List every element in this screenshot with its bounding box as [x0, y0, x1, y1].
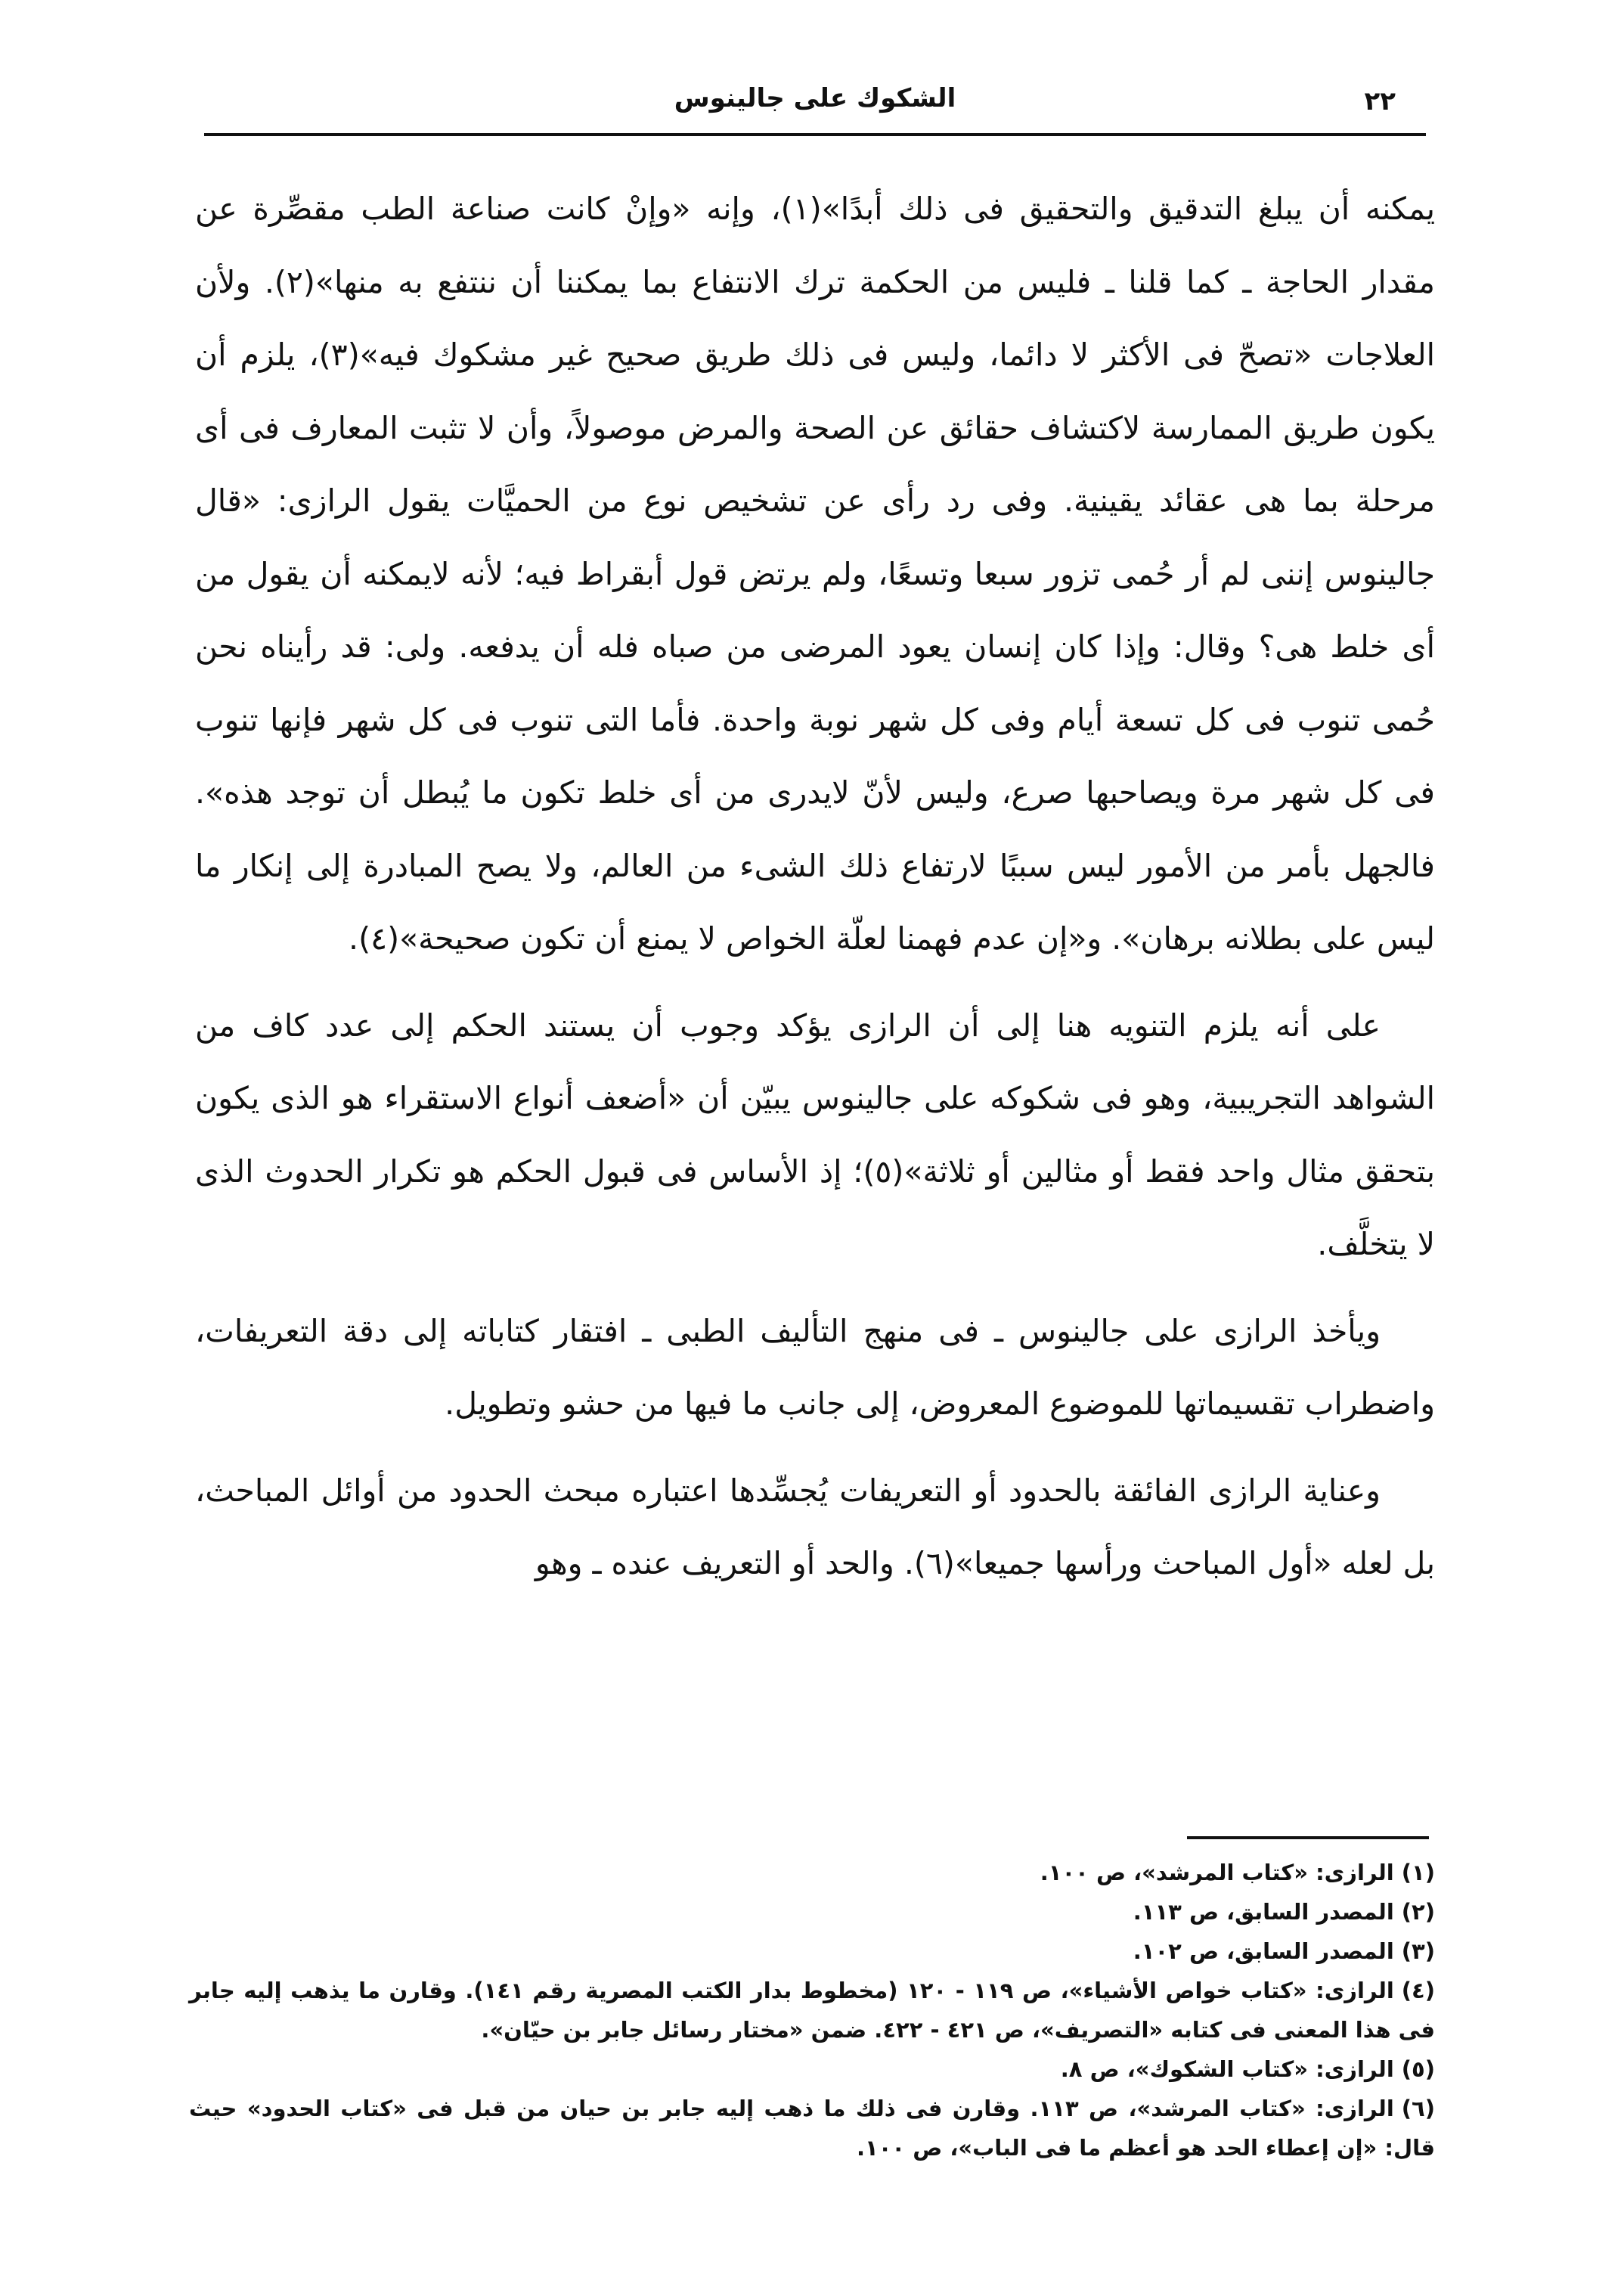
- footnote-number: (٥): [1401, 2056, 1435, 2082]
- footnote-number: (٤): [1401, 1978, 1436, 2003]
- page-header: [204, 73, 1426, 136]
- footnotes: [189, 1853, 1435, 2167]
- footnote-number: (٣): [1401, 1938, 1435, 1964]
- footnote-text: الرازى: «كتاب خواص الأشياء»، ص ١١٩ - ١٢٠ (مخطوط بدار الكتب المصرية رقم ١٤١). وقارن ما يذهب إليه جابر فى هذا المعنى فى كتابه «التصريف»، ص ٤٢١ - ٤٢٢. ضمن «مختار رسائل جابر بن حيّان».: [189, 1978, 1435, 2043]
- running-title: الشكوك على جالينوس: [674, 83, 956, 113]
- footnote-text: الرازى: «كتاب المرشد»، ص ١١٣. وقارن فى ذلك ما ذهب إليه جابر بن حيان من قبل فى «كتاب الحدود» حيث قال: «إن إعطاء الحد هو أعظم ما فى الباب»، ص ١٠٠.: [189, 2096, 1435, 2161]
- footnote-separator: [1187, 1836, 1429, 1839]
- footnote-3: [189, 1932, 1435, 1971]
- footnote-4: [189, 1971, 1435, 2049]
- paragraph-1: يمكنه أن يبلغ التدقيق والتحقيق فى ذلك أبدًا»(١)، وإنه «وإنْ كانت صناعة الطب مقصِّرة عن مقدار الحاجة ـ كما قلنا ـ فليس من الحكمة ترك الانتفاع بما يمكننا أن ننتفع به منها»(٢). ولأن العلاجات «تصحّ فى الأكثر لا دائما، وليس فى ذلك طريق صحيح غير مشكوك فيه»(٣)، يلزم أن يكون طريق الممارسة لاكتشاف حقائق عن الصحة والمرض موصولاً، وأن لا تثبت المعارف فى أى مرحلة بما هى عقائد يقينية. وفى رد رأى عن تشخيص نوع من الحميَّات يقول الرازى: «قال جالينوس إننى لم أر حُمى تزور سبعا وتسعًا، ولم يرتض قول أبقراط فيه؛ لأنه لايمكنه أن يقول من أى خلط هى؟ وقال: وإذا كان إنسان يعود المرضى من صباه فله أن يدفعه. ولى: قد رأيناه نحن حُمى تنوب فى كل تسعة أيام وفى كل شهر نوبة واحدة. فأما التى تنوب فى كل شهر فإنها تنوب فى كل شهر مرة ويصاحبها صرع، وليس لأنّ لايدرى من أى خلط تكون ما يُبطل أن توجد هذه». فالجهل بأمر من الأمور ليس سببًا لارتفاع ذلك الشىء من العالم، ولا يصح المبادرة إلى إنكار ما ليس على بطلانه برهان». و«إن عدم فهمنا لعلّة الخواص لا يمنع أن تكون صحيحة»(٤).: [195, 191, 1436, 957]
- footnote-text: المصدر السابق، ص ١٠٢.: [1133, 1938, 1394, 1964]
- footnote-number: (٦): [1401, 2096, 1436, 2121]
- footnote-number: (٢): [1401, 1899, 1435, 1925]
- paragraph-4: وعناية الرازى الفائقة بالحدود أو التعريفات يُجسِّدها اعتباره مبحث الحدود من أوائل المباحث، بل لعله «أول المباحث ورأسها جميعا»(٦). والحد أو التعريف عنده ـ وهو: [195, 1472, 1435, 1581]
- footnote-6: [189, 2089, 1435, 2167]
- footnote-1: [189, 1853, 1435, 1892]
- footnote-text: المصدر السابق، ص ١١٣.: [1133, 1899, 1394, 1925]
- paragraph-3: ويأخذ الرازى على جالينوس ـ فى منهج التأليف الطبى ـ افتقار كتاباته إلى دقة التعريفات، واضطراب تقسيماتها للموضوع المعروض، إلى جانب ما فيها من حشو وتطويل.: [195, 1312, 1435, 1422]
- footnote-2: [189, 1892, 1435, 1932]
- footnote-text: الرازى: «كتاب الشكوك»، ص ٨.: [1060, 2056, 1394, 2082]
- page-number: ٢٢: [1364, 86, 1396, 116]
- footnote-text: الرازى: «كتاب المرشد»، ص ١٠٠.: [1040, 1860, 1394, 1885]
- paragraph-2: على أنه يلزم التنويه هنا إلى أن الرازى يؤكد وجوب أن يستند الحكم إلى عدد كاف من الشواهد التجريبية، وهو فى شكوكه على جالينوس يبيّن أن «أضعف أنواع الاستقراء هو الذى يكون بتحقق مثال واحد فقط أو مثالين أو ثلاثة»(٥)؛ إذ الأساس فى قبول الحكم هو تكرار الحدوث الذى لا يتخلَّف.: [195, 1007, 1436, 1262]
- footnote-number: (١): [1401, 1860, 1435, 1885]
- footnote-5: [189, 2049, 1435, 2089]
- body-text: [195, 172, 1435, 1614]
